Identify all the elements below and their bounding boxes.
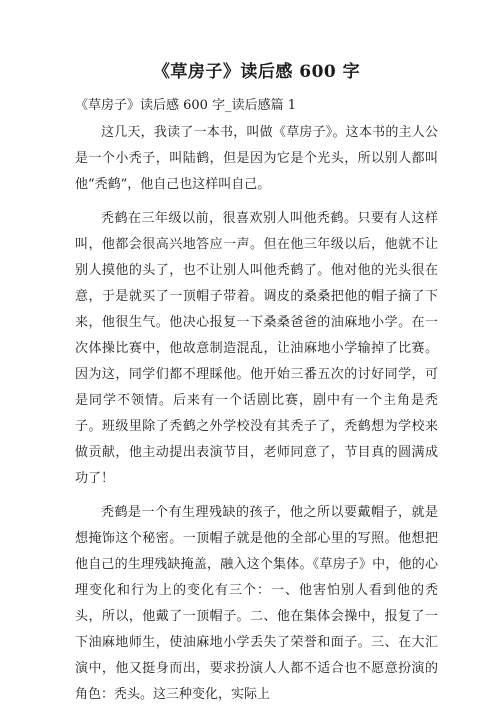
paragraph-3: 秃鹤是一个有生理残缺的孩子，他之所以要戴帽子，就是想掩饰这个秘密。一顶帽子就是他的全部心里的写照。他想把他自己的生理残缺掩盖，融入这个集体。《草房子》中，他的心理变化和行为上的变化有三个：一、他害怕别人看到他的秃头，所以，他戴了一顶帽子。二、他在集体会操中，报复了一下油麻地师生，使油麻地小学丢失了荣誉和面子。三、在大汇演中，他又挺身而出，要求扮演人人都不适合也不愿意扮演的角色：秃头。这三种变化，实际上 [75, 505, 438, 702]
document-title: 《草房子》读后感 600 字 [152, 62, 361, 82]
document-subtitle: 《草房子》读后感 600 字_读后感篇 1 [75, 98, 296, 113]
paragraph-2: 秃鹤在三年级以前，很喜欢别人叫他秃鹤。只要有人这样叫，他都会很高兴地答应一声。但在他三年级以后，他就不让别人摸他的头了，也不让别人叫他秃鹤了。他对他的光头很在意，于是就买了一顶帽子带着。调皮的桑桑把他的帽子摘了下来，他很生气。他决心报复一下桑桑爸爸的油麻地小学。在一次体操比赛中，他故意制造混乱，让油麻地小学输掉了比赛。因为这，同学们都不理睬他。他开始三番五次的讨好同学，可是同学不领情。后来有一个话剧比赛，剧中有一个主角是秃子。班级里除了秃鹤之外学校没有其秃子了，秃鹤想为学校来做贡献，他主动提出表演节目，老师同意了，节目真的圆满成功了！ [75, 211, 438, 486]
paragraph-1: 这几天，我读了一本书，叫做《草房子》。这本书的主人公是一个小秃子，叫陆鹤，但是因为它是个光头，所以别人都叫他“秃鹤”，他自己也这样叫自己。 [75, 125, 438, 192]
